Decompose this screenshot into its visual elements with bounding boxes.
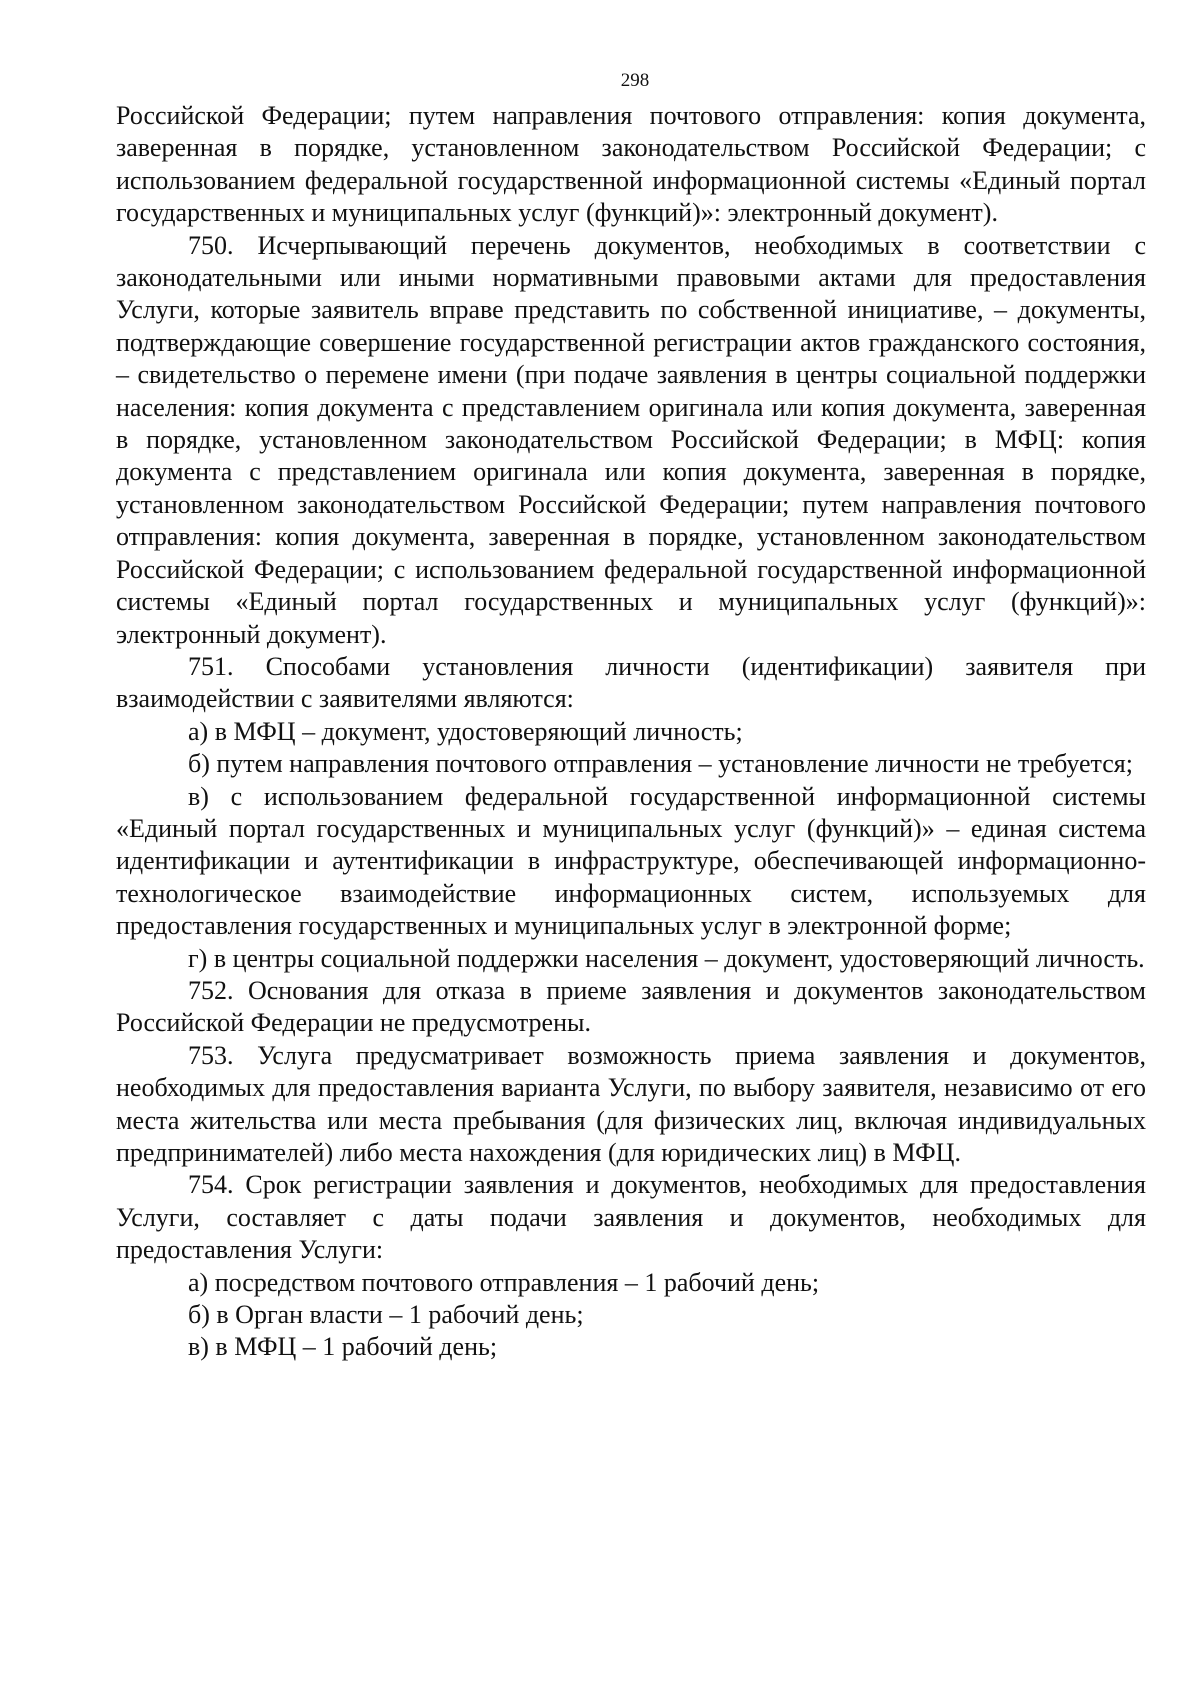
list-item-754-a: а) посредством почтового отправления – 1 рабочий день; bbox=[188, 1267, 820, 1297]
paragraph-750: 750. Исчерпывающий перечень документов, необходимых в соответствии с законодательными или иными нормативными правовыми актами для предоставления Услуги, которые заявитель вправе представить по собственной инициативе, – документы, подтверждающие совершение государственной регистрации актов гражданского состояния, – свидетельство о перемене имени (при подаче заявления в центры социальной поддержки населения: копия документа с представлением оригинала или копия документа, заверенная в порядке, установленном законодательством Российской Федерации; в МФЦ: копия документа с представлением оригинала или копия документа, заверенная в порядке, установленном законодательством Российской Федерации; путем направления почтового отправления: копия документа, заверенная в порядке, установленном законодательством Российской Федерации; с использованием федеральной государственной информационной системы «Единый портал государственных и муниципальных услуг (функций)»: электронный документ). bbox=[116, 230, 1146, 649]
paragraph-continuation: Российской Федерации; путем направления почтового отправления: копия документа, заверенная в порядке, установленном законодательством Российской Федерации; с использованием федеральной государственной информационной системы «Единый портал государственных и муниципальных услуг (функций)»: электронный документ). bbox=[116, 101, 1146, 228]
list-item-751-a: а) в МФЦ – документ, удостоверяющий личность; bbox=[188, 716, 743, 746]
list-item-751-v: в) с использованием федеральной государственной информационной системы «Единый портал государственных и муниципальных услуг (функций)» – единая система идентификации и аутентификации в инфраструктуре, обеспечивающей информационно-технологическое взаимодействие информационных систем, используемых для предоставления государственных и муниципальных услуг в электронной форме; bbox=[116, 781, 1146, 941]
page-number: 298 bbox=[620, 70, 650, 91]
list-item-754-b: б) в Орган власти – 1 рабочий день; bbox=[188, 1300, 584, 1330]
paragraph-752: 752. Основания для отказа в приеме заявления и документов законодательством Российской Федерации не предусмотрены. bbox=[116, 975, 1146, 1038]
list-item-751-g: г) в центры социальной поддержки населения – документ, удостоверяющий личность. bbox=[188, 943, 1145, 973]
document-body bbox=[116, 100, 1146, 1364]
list-item-754-v: в) в МФЦ – 1 рабочий день; bbox=[188, 1332, 498, 1362]
paragraph-753: 753. Услуга предусматривает возможность приема заявления и документов, необходимых для предоставления варианта Услуги, по выбору заявителя, независимо от его места жительства или места пребывания (для физических лиц, включая индивидуальных предпринимателей) либо места нахождения (для юридических лиц) в МФЦ. bbox=[116, 1040, 1146, 1167]
paragraph-751: 751. Способами установления личности (идентификации) заявителя при взаимодействии с заявителями являются: bbox=[116, 651, 1146, 714]
list-item-751-b: б) путем направления почтового отправления – установление личности не требуется; bbox=[188, 749, 1133, 779]
paragraph-754: 754. Срок регистрации заявления и документов, необходимых для предоставления Услуги, составляет с даты подачи заявления и документов, необходимых для предоставления Услуги: bbox=[116, 1170, 1146, 1265]
